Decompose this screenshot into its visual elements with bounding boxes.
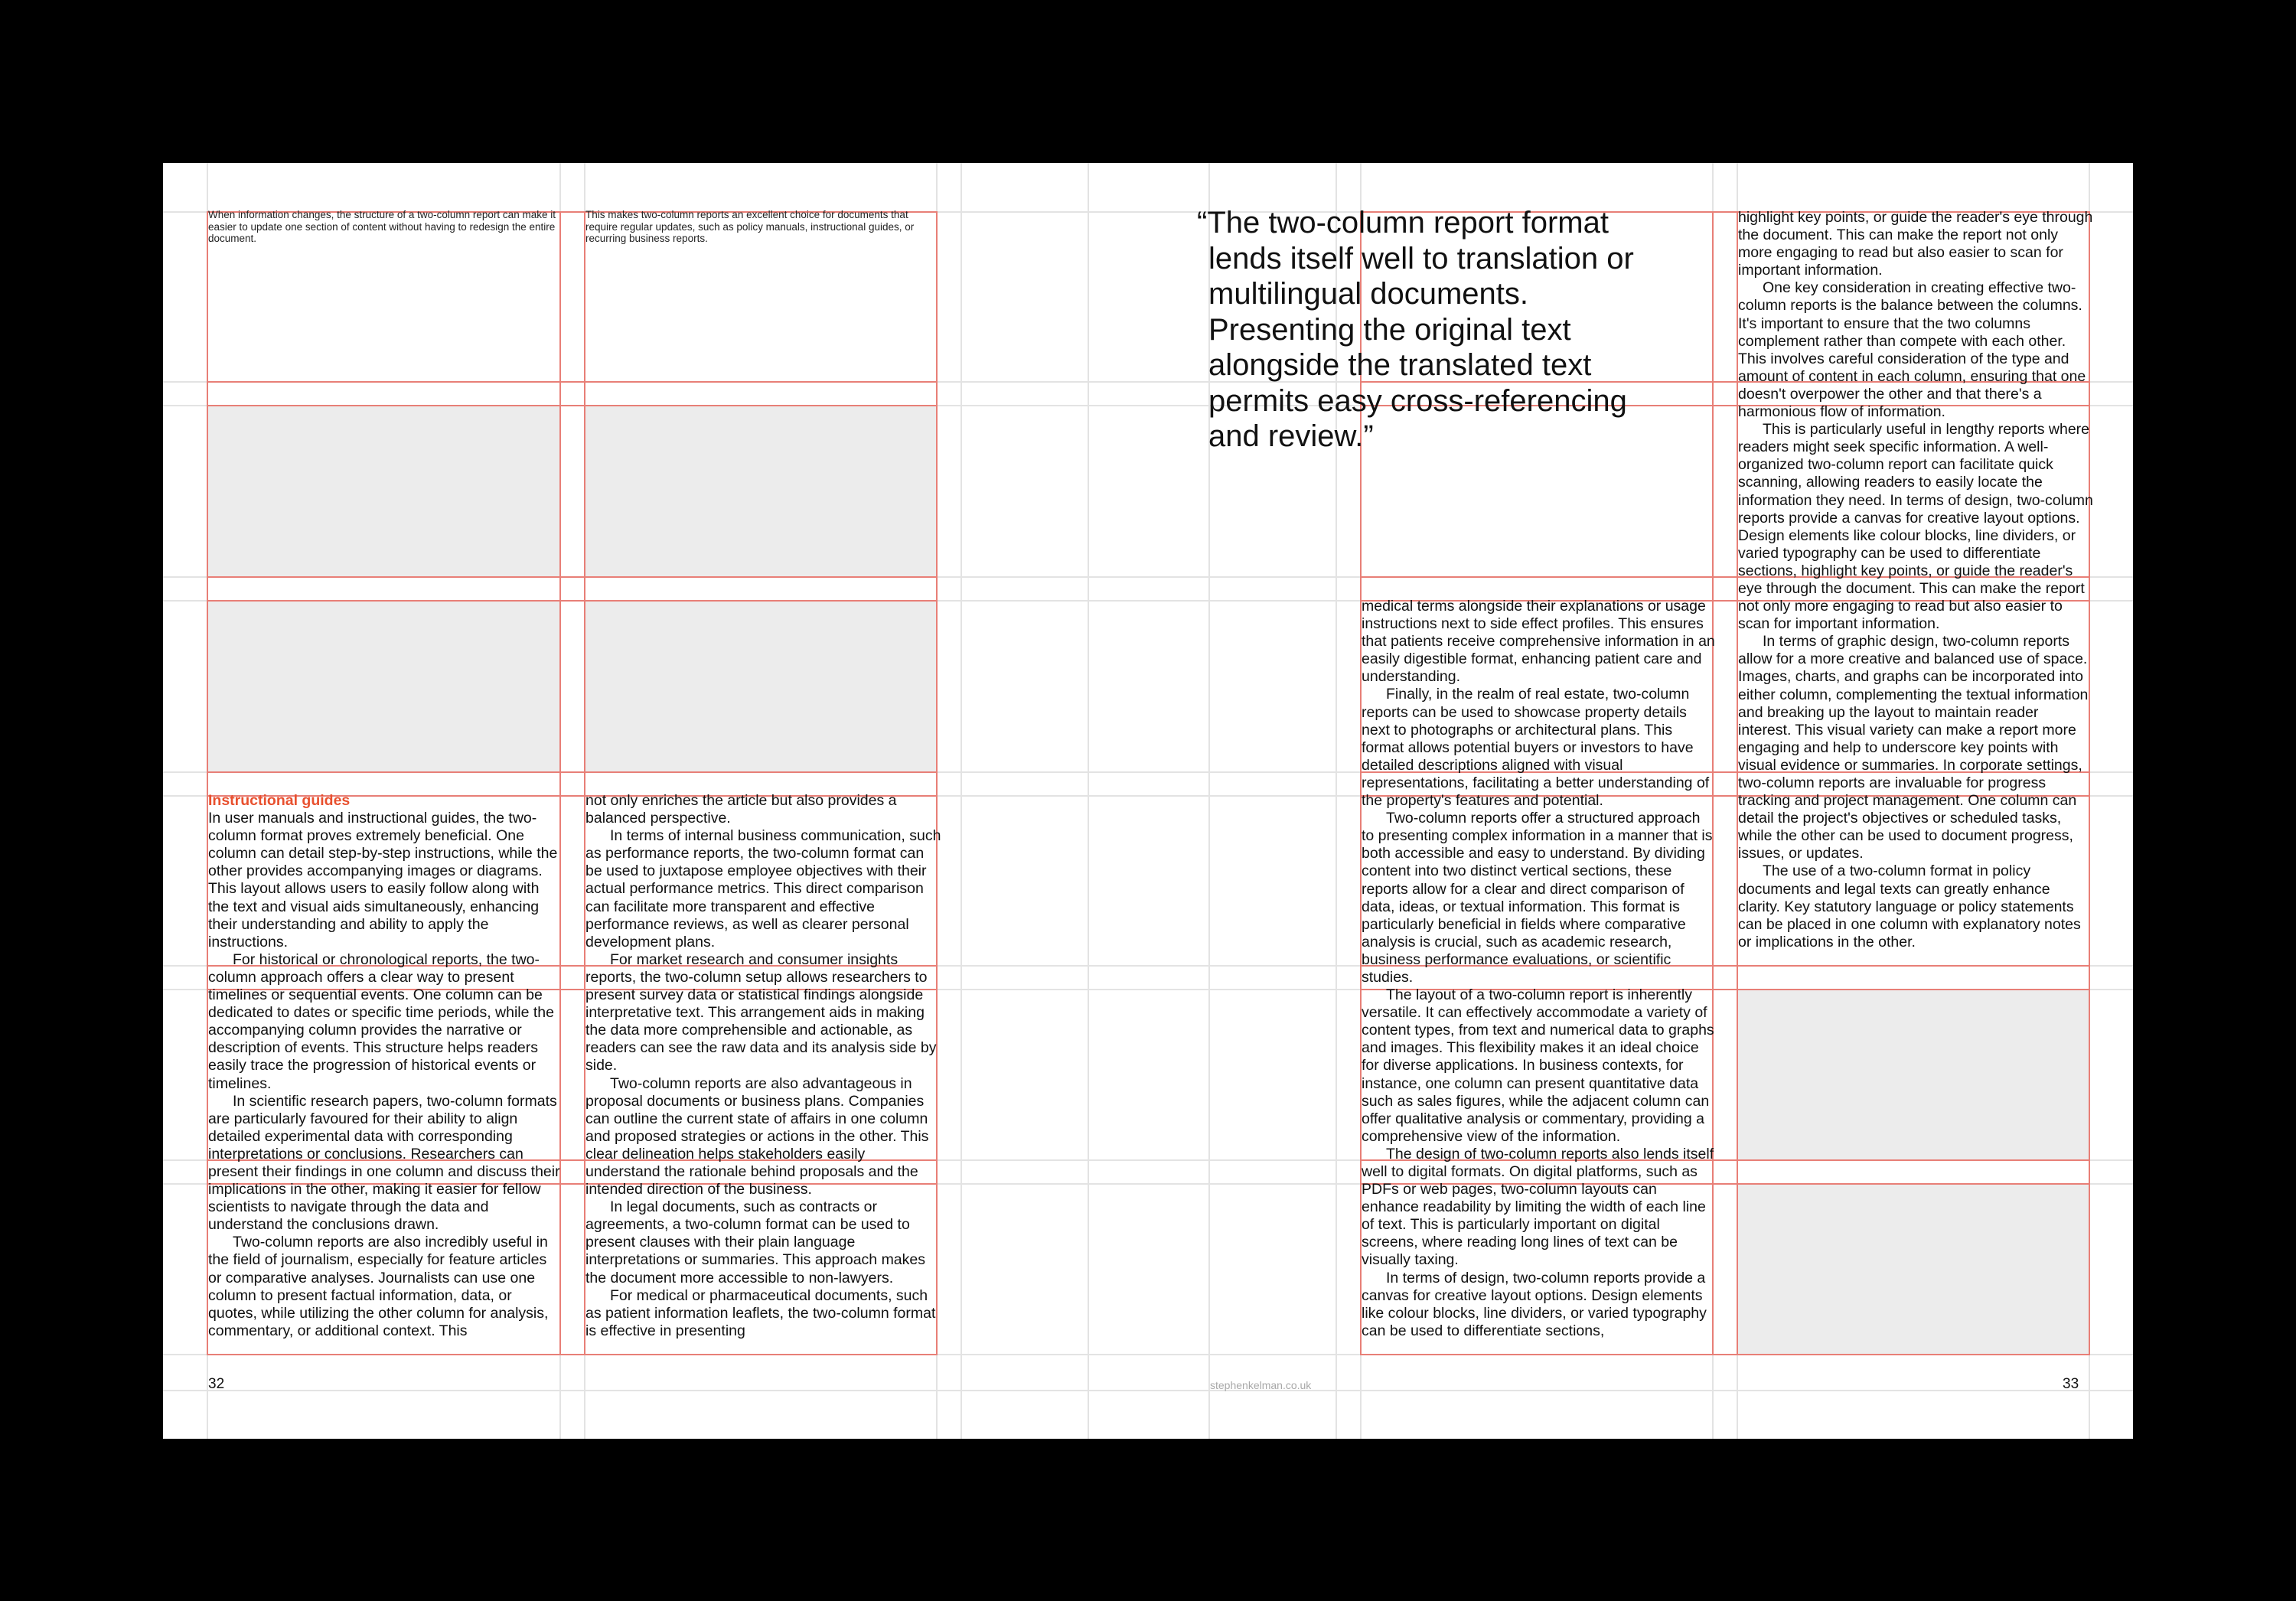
paragraph: Two-column reports are also advantageous in proposal documents or business plans. Companies can outline the current state of affairs in one column and proposed strategies or actions in the other. This clear delineation helps stakeholders easily understand the rationale behind proposals and the intended direction of the business. [585,1074,929,1198]
paragraph: medical terms alongside their explanations or usage instructions next to side effect profiles. This ensures that patients receive comprehensive information in an easily digestible format, enhancing patient care and understanding. [1362,598,1715,686]
paragraph: highlight key points, or guide the reader's eye through the document. This can make the report not only more engaging to read but also easier to scan for important information. [1738,209,2093,279]
image-placeholder [585,602,936,771]
right-column-1 [1362,598,1715,1340]
paragraph: Two-column reports are also incredibly useful in the field of journalism, especially for feature articles or comparative analyses. Journalists can use one column to present factual information, data, or quotes, while utilizing the other column for analysis, commentary, or additional context. This [208,1234,549,1339]
pull-quote: “The two-column report format lends itself well to translation or multilingual documents. Presenting the original text alongside the translated text permits easy cross-referencing and review.” [1197,206,1634,453]
paragraph: Finally, in the realm of real estate, two-column reports can be used to showcase property details next to photographs or architectural plans. This format allows potential buyers or investors to have detailed descriptions aligned with visual representations, facilitating a better understanding of the property's features and potential. [1362,686,1710,810]
page-number: 33 [2063,1376,2079,1392]
paragraph: In scientific research papers, two-column formats are particularly favoured for their ability to align detailed experimental data with corresponding interpretations or conclusions. Researchers can present their findings in one column and discuss their implications in the other, making it easier for fellow scientists to navigate through the data and understand the conclusions drawn. [208,1092,560,1234]
image-placeholder [1738,990,2089,1159]
right-column-2 [1738,209,2093,951]
module-frame [207,405,938,406]
module-frame [207,381,938,383]
module-frame [207,600,938,602]
paragraph: In user manuals and instructional guides, the two-column format proves extremely beneficial. One column can detail step-by-step instructions, while the other provides accompanying images or diagrams. This layout allows users to easily follow along with the text and visual aids simultaneously, enhancing their understanding and ability to apply the instructions. [208,810,558,950]
grid-line [163,1390,1148,1391]
paragraph: One key consideration in creating effective two-column reports is the balance between the columns. It's important to ensure that the two columns complement rather than compete with each other. This involves careful consideration of the type and amount of content in each column, ensuring that one doesn't overpower the other and that there's a harmonious flow of information. [1738,279,2086,421]
paragraph: The use of a two-column format in policy documents and legal texts can greatly enhance clarity. Key statutory language or policy statements can be placed in one column with explanatory notes or implications in the other. [1738,862,2081,950]
paragraph: Two-column reports offer a structured approach to presenting complex information in a manner that is both accessible and easy to understand. By dividing content into two distinct vertical sections, these reports allow for a clear and direct comparison of data, ideas, or textual information. This format is particularly beneficial in fields where comparative analysis is crucial, such as academic research, business performance evaluations, or scientific studies. [1362,810,1713,986]
top-note: This makes two-column reports an excellent choice for documents that require regular updates, such as policy manuals, instructional guides, or recurring business reports. [585,209,915,244]
module-frame [1360,1354,2090,1355]
paragraph: This is particularly useful in lengthy reports where readers might seek specific information. A well-organized two-column report can facilitate quick scanning, allowing readers to easily locate the information they need. In terms of design, two-column reports provide a canvas for creative layout options. Design elements like colour blocks, line dividers, or varied typography can be used to differentiate sections, highlight key points, or guide the reader's eye through the document. This can make the report not only more engaging to read but also easier to scan for important information. [1738,421,2093,633]
module-frame [207,576,938,578]
module-frame [207,771,938,773]
paragraph: For historical or chronological reports, the two-column approach offers a clear way to present timelines or sequential events. One column can be dedicated to dates or specific time periods, while the accompanying column provides the narrative or description of events. This structure helps readers easily trace the progression of historical events or timelines. [208,950,554,1092]
grid-line [960,163,962,1439]
paragraph: For market research and consumer insights reports, the two-column setup allows researchers to present survey data or statistical findings alongside interpretative text. This arrangement aids in making the data more comprehensible and actionable, as readers can see the raw data and its analysis side by side. [585,950,937,1074]
image-placeholder [585,406,936,576]
paragraph: not only enriches the article but also provides a balanced perspective. [585,792,897,827]
right-page [1148,163,2133,1439]
image-placeholder [1738,1185,2089,1354]
image-placeholder [208,406,559,576]
grid-line [1088,163,1089,1439]
top-note: When information changes, the structure of a two-column report can make it easier to update one section of content without having to redesign the entire document. [208,209,556,244]
paragraph: The design of two-column reports also lends itself well to digital formats. On digital platforms, such as PDFs or web pages, two-column layouts can enhance readability by limiting the width of each line of text. This is particularly important on digital screens, where reading long lines of text can be visually taxing. [1362,1145,1714,1269]
paragraph: In terms of design, two-column reports provide a canvas for creative layout options. Design elements like colour blocks, line dividers, or varied typography can be used to differentiate sections, [1362,1269,1707,1339]
left-page [163,163,1148,1439]
image-placeholder [208,602,559,771]
left-column-1 [208,792,562,1340]
paragraph: In terms of graphic design, two-column reports allow for a more creative and balanced use of space. Images, charts, and graphs can be incorporated into either column, complementing the textual information and breaking up the layout to maintain reader interest. This visual variety can make a report more engaging and help to underscore key points with visual evidence or summaries. In corporate settings, two-column reports are invaluable for progress tracking and project management. One column can detail the project's objectives or scheduled tasks, while the other can be used to document progress, issues, or updates. [1738,633,2089,862]
left-column-2 [585,792,944,1340]
paragraph: In terms of internal business communication, such as performance reports, the two-column format can be used to juxtapose employee objectives with their actual performance metrics. This direct comparison can facilitate more transparent and effective performance reviews, as well as clearer personal development plans. [585,827,941,950]
page-number: 32 [208,1376,225,1392]
paragraph: For medical or pharmaceutical documents, such as patient information leaflets, the two-column format is effective in presenting [585,1286,936,1339]
paragraph: The layout of a two-column report is inherently versatile. It can effectively accommodate a variety of content types, from text and numerical data to graphs and images. This flexibility makes it an ideal choice for diverse applications. In business contexts, for instance, one column can present quantitative data such as sales figures, while the adjacent column can offer qualitative analysis or commentary, providing a comprehensive view of the information. [1362,986,1714,1145]
paragraph: In legal documents, such as contracts or agreements, a two-column format can be used to present clauses with their plain language interpretations or summaries. This approach makes the document more accessible to non-lawyers. [585,1198,925,1286]
footer-url: stephenkelman.co.uk [1210,1379,1312,1391]
section-heading: Instructional guides [208,792,351,809]
module-frame [207,1354,938,1355]
